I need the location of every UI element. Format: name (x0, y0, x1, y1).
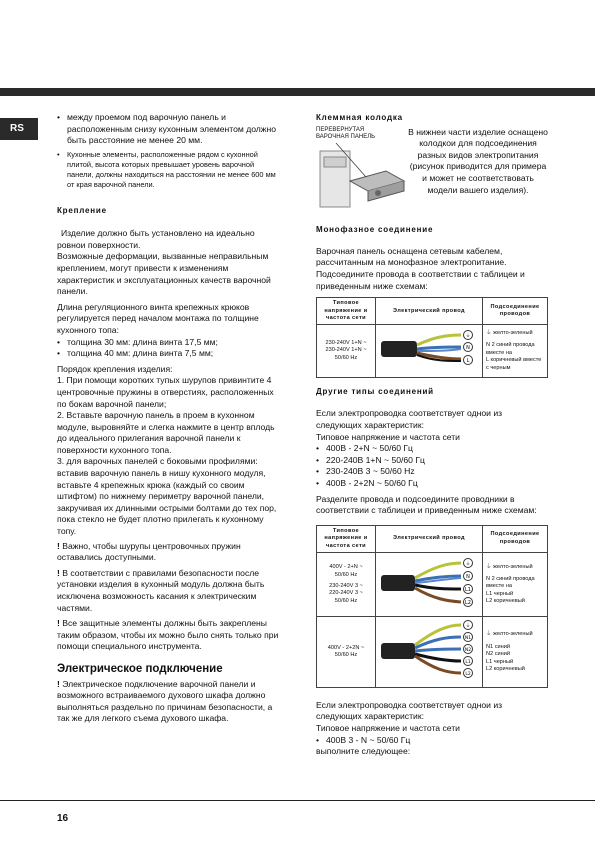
list-item: • 400В - 2+N ~ 50/60 Гц (316, 443, 413, 454)
paragraph: Типовое напряжение и частота сети (316, 431, 460, 442)
paragraph: 2. Вставьте варочную панель в проем в кухонном модуле, выровняйте и слегка нажмите в центр вплодь до идеального прилегания варочной панели к поверхности кухонного топа. (57, 410, 275, 455)
table-header: Подсоединение проводов (483, 298, 548, 325)
terminal-label: N2 (464, 648, 472, 654)
ground-icon: ⏚ (486, 630, 494, 637)
exclamation-icon: ! (57, 618, 63, 629)
four-wire-diagram (379, 619, 479, 681)
exclamation-icon: ! (57, 678, 63, 689)
list-item: • Кухонные элементы, расположенные рядом с кухонной плитой, высота которых превышает уровень варочной панели, должны находиться на расстоянии не менее 600 мм от края варочной панели. (57, 149, 276, 190)
paragraph: Длина регуляционного винта крепежных крюков регулируется перед началом монтажа по толщине кухонного топа: (57, 301, 259, 335)
figure-label: ПЕРЕВЕРНУТАЯ ВАРОЧНАЯ ПАНЕЛЬ (316, 126, 376, 140)
language-tab: RS (0, 118, 38, 140)
paragraph: В нижнеи части изделие оснащено колодкои для подсоединения разных видов электропитания (рисунок приводится для примера и может не соответствовать модели вашего изделия). (408, 126, 548, 195)
terminal-label: L2 (465, 672, 471, 678)
note: ! Электрическое подключение варочной панели и возможного встраиваемого духового шкафа должно выполняться раздельно по причинам безопасности, а так же для легкого съема духового шкафа. (57, 678, 273, 724)
exclamation-icon: ! (57, 540, 63, 551)
terminal-label: L2 (465, 599, 471, 606)
list-item: • толщина 30 мм: длина винта 17,5 мм; (57, 336, 218, 347)
ground-desc: ⏚ желто-зеленый (486, 330, 533, 337)
terminal-label: N (466, 573, 470, 580)
svg-text:⏚: ⏚ (465, 560, 471, 567)
list-item: • толщина 40 мм: длина винта 7,5 мм; (57, 348, 214, 359)
mono-wiring-diagram (379, 327, 479, 371)
note: ! Все защитные элементы должны быть закреплены таким образом, чтобы их можно было снять только при помощи специального инструмента. (57, 618, 279, 652)
list-item: • 400В - 2+2N ~ 50/60 Гц (316, 477, 418, 488)
table-header: Электрический провод (376, 298, 483, 325)
terminal-label: L1 (465, 660, 471, 666)
list-item: • между проемом под варочную панель и расположенным снизу кухонным элементом должно быть расстояние не менее 20 мм. (57, 112, 277, 146)
section-title-mono: Монофазное соединение (316, 225, 434, 235)
section-title-other: Другие типы соединений (316, 386, 434, 396)
paragraph: 1. При помощи коротких тупых шурупов привинтите 4 центровочные пружины в отверстиях, расположенных по бокам варочной панели; (57, 375, 274, 409)
section-title-mount: Крепление (57, 205, 107, 215)
table-header: Подсоединение проводов (483, 525, 548, 552)
header-bar (0, 88, 595, 96)
terminal-label: L (466, 358, 470, 365)
svg-text:⏚: ⏚ (465, 623, 471, 630)
paragraph: выполните следующее: (316, 746, 411, 757)
paragraph: Разделите провода и подсоедините проводники в соответствии с таблицеи и приведенным ниже схемам: (316, 493, 537, 516)
ground-icon: ⏚ (486, 563, 494, 570)
list-item: • 400В 3 - N ~ 50/60 Гц (316, 734, 411, 745)
three-wire-diagram (379, 555, 479, 611)
note: ! В соответствии с правилами безопасности после установки изделия в кухонный модуль должна быть исключена возможность касания к электрическим частями. (57, 567, 265, 613)
ground-icon: ⏚ (486, 330, 494, 337)
paragraph: 3. для варочных панелей с боковыми профилями: вставив варочную панель в нишу кухонного модуля, вставьте 4 крепежных крюка (каждый со своим штифтом) по нижнему периметру варочной панели, закручивая их длинными острыми болтами до тех пор, пока стекло не будет плотно прилегать к кухонному топу. (57, 456, 277, 537)
terminal-label: N1 (464, 636, 472, 642)
paragraph: Варочная панель оснащена сетевым кабелем, рассчитанным на монофазное электропитание. Подсоедините провода в соответствии с таблицеи и приведенным ниже схемам: (316, 245, 525, 291)
mono-connection-table (316, 297, 548, 378)
multi-connection-table (316, 525, 548, 688)
table-row: 400V - 2+2N ~ 50/60 Hz ⏚ N1 N2 L1 L2 ⏚ желто-зеленый N1 синий N2 синий L1 черный L2 коричневый (317, 617, 548, 687)
svg-text:⏚: ⏚ (465, 333, 471, 340)
terminal-figure (316, 127, 408, 217)
table-header: Электрический провод (376, 525, 483, 552)
note: ! Важно, чтобы шурупы центровочных пружин оставались доступными. (57, 540, 241, 563)
section-title-electric: Электрическое подключение (57, 662, 223, 675)
exclamation-icon: ! (57, 567, 63, 578)
table-header: Типовое напряжение и частота сети (317, 525, 376, 552)
section-title-terminal: Клеммная колодка (316, 113, 403, 122)
hob-illustration (316, 141, 408, 213)
paragraph: Если электропроводка соответствует однои из следующих характеристик: (316, 699, 503, 722)
list-item: • 220-240В 1+N ~ 50/60 Гц (316, 454, 425, 465)
footer-rule (0, 800, 595, 801)
table-row: 230-240V 1+N ~ 230-240V 1+N ~ 50/60 Hz ⏚ N L ⏚ желто-зеленый N 2 синий провода вместе на L коричневый вместе с черным (317, 325, 548, 377)
left-column (57, 112, 279, 725)
paragraph: Если электропроводка соответствует однои из следующих характеристик: (316, 408, 503, 430)
terminal-label: N (466, 345, 470, 352)
right-column (316, 112, 548, 758)
paragraph: Изделие должно быть установлено на идеально ровнои поверхности. (57, 228, 255, 250)
list-item: • 230-240В 3 ~ 50/60 Hz (316, 466, 415, 477)
page-number: 16 (57, 813, 69, 824)
paragraph: Возможные деформации, вызванные неправильным креплением, могут привести к изменениям характеристик и эксплуатационных качеств варочной панели. (57, 251, 271, 297)
table-row: 400V - 2+N ~ 50/60 Hz 230-240V 3 ~ 220-240V 3 ~ 50/60 Hz ⏚ N L1 L2 ⏚ желто-зеленый N 2 синий провода вместе на L1 черный L2 коричневый (317, 552, 548, 616)
table-header: Типовое напряжение и частота сети (317, 298, 376, 325)
terminal-label: L1 (465, 586, 471, 593)
paragraph: Типовое напряжение и частота сети (316, 722, 460, 733)
paragraph: Порядок крепления изделия: (57, 363, 173, 374)
